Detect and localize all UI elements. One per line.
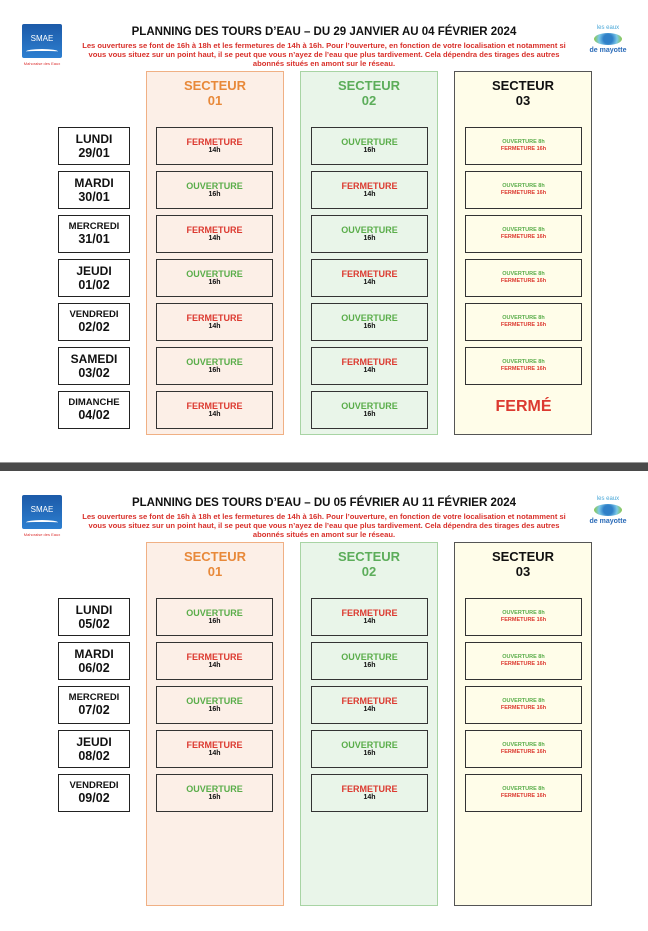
sector-2-status [311,127,428,165]
status-hour: 14h [363,706,376,713]
open-text: OUVERTURE 8h [502,742,545,748]
logo-text: SMAE [30,34,54,43]
sector-2-status [311,171,428,209]
sector-1-status [156,598,273,636]
logo-text: SMAE [30,505,54,514]
day-date: 30/01 [78,190,110,204]
status-hour: 14h [363,794,376,801]
day-name: SAMEDI [70,352,118,366]
close-text: FERMETURE 16h [500,278,547,284]
sector-3-status [465,642,582,680]
sector-1-status [156,774,273,812]
day-name: JEUDI [76,735,112,749]
sector-3-status [465,730,582,768]
day-name: MARDI [74,176,114,190]
sector-3-status [465,686,582,724]
day-label [58,127,130,165]
open-text: OUVERTURE 8h [502,139,545,145]
status-hour: 16h [208,191,221,198]
status-text: OUVERTURE [186,696,243,706]
status-text: OUVERTURE [341,401,398,411]
status-hour: 14h [208,750,221,757]
sector-label: SECTEUR [337,78,401,93]
day-name: MERCREDI [68,692,120,703]
sector-number: 01 [207,564,223,579]
day-label [58,598,130,636]
sector-3-status [465,215,582,253]
sector-3-status [465,171,582,209]
day-label [58,774,130,812]
sector-3-status [465,259,582,297]
sector-1-status [156,215,273,253]
logo-subtitle: Mahoraise des Eaux [23,61,61,66]
close-text: FERMETURE 16h [500,705,547,711]
notice-text: Les ouvertures se font de 16h à 18h et les fermetures de 14h à 16h. Pour l’ouverture, en fonction de votre localisation et notamment si vous vous situez sur un point haut, il se peut que vous n’ayez de l’eau que plus tardivement. Cela dépendra des tirages des autres abonnés situés en amont sur le réseau. [82,41,566,68]
sector-3-status [465,598,582,636]
close-text: FERMETURE 16h [500,366,547,372]
sector-header [147,78,283,108]
status-text: OUVERTURE [186,608,243,618]
day-label [58,259,130,297]
status-hour: 16h [363,662,376,669]
day-date: 06/02 [78,661,110,675]
status-text: FERMETURE [341,181,398,191]
status-hour: 14h [208,147,221,154]
sector-number: 03 [515,564,531,579]
wave-icon [26,49,58,54]
sector-2-status [311,686,428,724]
sector-number: 01 [207,93,223,108]
day-label [58,215,130,253]
status-hour: 16h [208,706,221,713]
status-hour: 16h [208,618,221,625]
sector-2-status [311,642,428,680]
day-name: DIMANCHE [68,397,120,408]
day-label [58,642,130,680]
day-name: LUNDI [75,603,113,617]
sector-2-status [311,730,428,768]
logo-text: les eaux [596,496,620,502]
day-date: 01/02 [78,278,110,292]
sector-header [301,78,437,108]
day-date: 04/02 [78,408,110,422]
logo-subtitle: Mahoraise des Eaux [23,532,61,537]
status-hour: 16h [208,367,221,374]
status-hour: 16h [208,794,221,801]
sector-3-status [465,774,582,812]
status-hour: 16h [363,411,376,418]
day-date: 31/01 [78,232,110,246]
sector-2-status [311,215,428,253]
week-schedule [0,0,648,460]
close-text: FERMETURE 16h [500,234,547,240]
sector-3-status [465,347,582,385]
status-hour: 16h [363,147,376,154]
status-hour: 16h [208,279,221,286]
status-hour: 14h [208,411,221,418]
sector-2-status [311,774,428,812]
page-title: PLANNING DES TOURS D’EAU – DU 29 JANVIER AU 04 FÉVRIER 2024 [131,26,517,38]
sector-number: 03 [515,93,531,108]
status-hour: 14h [363,191,376,198]
close-text: FERMETURE 16h [500,617,547,623]
day-label [58,391,130,429]
logo-text: les eaux [596,25,620,31]
day-date: 09/02 [78,791,110,805]
close-text: FERMETURE 16h [500,190,547,196]
open-text: OUVERTURE 8h [502,227,545,233]
status-hour: 14h [208,235,221,242]
sector-2-status [311,598,428,636]
status-text: OUVERTURE [341,652,398,662]
sector-1-status [156,303,273,341]
day-date: 08/02 [78,749,110,763]
sector-header [147,549,283,579]
open-text: OUVERTURE 8h [502,698,545,704]
day-name: MERCREDI [68,221,120,232]
day-label [58,347,130,385]
day-name: MARDI [74,647,114,661]
status-text: OUVERTURE [341,740,398,750]
logo-text: de mayotte [589,518,627,525]
sector-label: SECTEUR [491,549,555,564]
day-date: 05/02 [78,617,110,631]
close-text: FERMETURE 16h [500,661,547,667]
wave-icon [26,520,58,525]
status-hour: 16h [363,750,376,757]
open-text: OUVERTURE 8h [502,315,545,321]
sector-1-status [156,347,273,385]
close-text: FERMETURE 16h [500,322,547,328]
sector-1-status [156,730,273,768]
status-text: FERMETURE [186,225,243,235]
status-hour: 16h [363,323,376,330]
sector-3-status [465,127,582,165]
week-schedule [0,471,648,931]
open-text: OUVERTURE 8h [502,183,545,189]
day-date: 02/02 [78,320,110,334]
status-text: OUVERTURE [186,784,243,794]
sector-label: SECTEUR [183,78,247,93]
status-text: OUVERTURE [341,225,398,235]
status-text: FERMETURE [341,357,398,367]
logo-text: de mayotte [589,47,627,54]
day-label [58,303,130,341]
sector-2-status [311,347,428,385]
status-hour: 14h [363,367,376,374]
close-text: FERMETURE 16h [500,146,547,152]
sector-3-status [465,303,582,341]
day-label [58,730,130,768]
open-text: OUVERTURE 8h [502,610,545,616]
page-separator [0,462,648,471]
close-text: FERMETURE 16h [500,749,547,755]
day-name: JEUDI [76,264,112,278]
status-text: OUVERTURE [186,181,243,191]
sector-3-column [454,542,592,906]
status-text: FERMETURE [341,696,398,706]
sector-number: 02 [361,93,377,108]
day-label [58,686,130,724]
status-text: OUVERTURE [186,269,243,279]
day-label [58,171,130,209]
open-text: OUVERTURE 8h [502,654,545,660]
status-text: OUVERTURE [341,313,398,323]
status-text: FERMETURE [186,313,243,323]
status-text: FERMETURE [186,401,243,411]
sector-2-status [311,259,428,297]
day-date: 29/01 [78,146,110,160]
notice-text: Les ouvertures se font de 16h à 18h et les fermetures de 14h à 16h. Pour l’ouverture, en fonction de votre localisation et notamment si vous vous situez sur un point haut, il se peut que vous n’ayez de l’eau que plus tardivement. Cela dépendra des tirages des autres abonnés situés en amont sur le réseau. [82,512,566,539]
sector-1-status [156,171,273,209]
status-hour: 16h [363,235,376,242]
sector-1-status [156,127,273,165]
sector-2-status [311,391,428,429]
sector-number: 02 [361,564,377,579]
sector-label: SECTEUR [491,78,555,93]
open-text: OUVERTURE 8h [502,786,545,792]
status-text: FERMETURE [341,269,398,279]
status-text: FERMETURE [186,137,243,147]
open-text: OUVERTURE 8h [502,359,545,365]
day-name: VENDREDI [69,780,119,791]
open-text: OUVERTURE 8h [502,271,545,277]
status-text: FERMETURE [341,784,398,794]
status-hour: 14h [208,323,221,330]
close-text: FERMETURE 16h [500,793,547,799]
sector-2-status [311,303,428,341]
sector-label: SECTEUR [337,549,401,564]
sector-1-status [156,391,273,429]
sector-label: SECTEUR [183,549,247,564]
status-hour: 14h [208,662,221,669]
sector-1-status [156,686,273,724]
day-name: VENDREDI [69,309,119,320]
day-name: LUNDI [75,132,113,146]
day-date: 03/02 [78,366,110,380]
status-text: FERMETURE [186,740,243,750]
status-hour: 14h [363,279,376,286]
sector-header [455,78,591,108]
page-title: PLANNING DES TOURS D’EAU – DU 05 FÉVRIER AU 11 FÉVRIER 2024 [131,497,517,509]
status-text: FERMETURE [341,608,398,618]
status-hour: 14h [363,618,376,625]
sector-header [455,549,591,579]
day-date: 07/02 [78,703,110,717]
sector-3-closed: FERMÉ [495,398,552,415]
sector-2-column [300,542,438,906]
sector-1-status [156,259,273,297]
status-text: OUVERTURE [186,357,243,367]
sector-1-status [156,642,273,680]
status-text: OUVERTURE [341,137,398,147]
sector-header [301,549,437,579]
sector-1-column [146,542,284,906]
status-text: FERMETURE [186,652,243,662]
